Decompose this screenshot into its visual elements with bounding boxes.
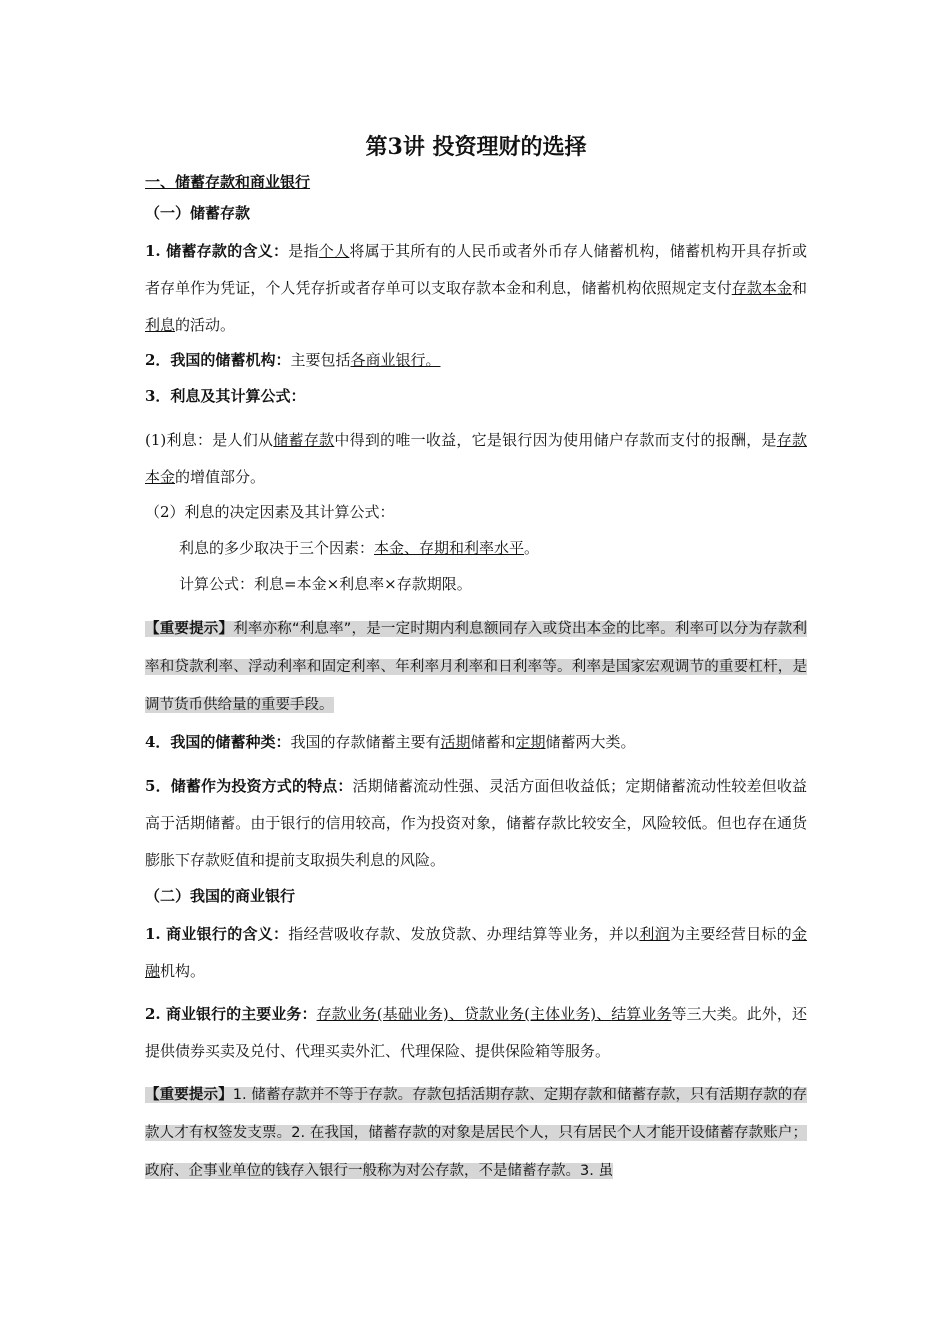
paragraph-bank-definition: 1. 商业银行的含义：指经营吸收存款、发放贷款、办理结算等业务，并以利润为主要经营目标的金融机构。 [145, 925, 807, 980]
section-heading-1 [145, 171, 807, 192]
paragraph-interest-definition: (1)利息：是人们从储蓄存款中得到的唯一收益，它是银行因为使用储户存款而支付的报酬，是存款本金的增值部分。 [145, 431, 807, 486]
important-tip-2: 【重要提示】1. 储蓄存款并不等于存款。存款包括活期存款、定期存款和储蓄存款，只有活期存款的存款人才有权签发支票。2. 在我国，储蓄存款的对象是居民个人，只有居民个人才能开设储蓄存款账户；政府、企事业单位的钱存入银行一般称为对公存款，不是储蓄存款。3. 虽 [145, 1086, 807, 1179]
paragraph-interest-factors: 利息的多少取决于三个因素：本金、存期和利率水平。 [179, 539, 540, 557]
paragraph-bank-business: 2. 商业银行的主要业务：存款业务(基础业务)、贷款业务(主体业务)、结算业务等三大类。此外，还提供债券买卖及兑付、代理买卖外汇、代理保险、提供保险箱等服务。 [145, 1005, 807, 1060]
paragraph-savings-features: 5．储蓄作为投资方式的特点：活期储蓄流动性强、灵活方面但收益低；定期储蓄流动性较差但收益高于活期储蓄。由于银行的信用较高，作为投资对象，储蓄存款比较安全，风险较低。但也存在通货膨胀下存款贬值和提前支取损失利息的风险。 [145, 777, 807, 869]
important-tip-1: 【重要提示】利率亦称“利息率”，是一定时期内利息额同存入或贷出本金的比率。利率可以分为存款利率和贷款利率、浮动利率和固定利率、年利率月利率和日利率等。利率是国家宏观调节的重要杠杆，是调节货币供给量的重要手段。 [145, 620, 807, 713]
paragraph-interest-heading: 3．利息及其计算公式： [145, 387, 306, 405]
paragraph-savings-types: 4．我国的储蓄种类：我国的存款储蓄主要有活期储蓄和定期储蓄两大类。 [145, 733, 636, 751]
document-body [145, 130, 807, 1198]
paragraph-savings-institutions: 2．我国的储蓄机构：主要包括各商业银行。 [145, 351, 441, 369]
subsection-heading-1: （一）储蓄存款 [145, 204, 251, 222]
tip-label: 【重要提示】 [145, 1086, 233, 1103]
paragraph-interest-factors-heading: （2）利息的决定因素及其计算公式： [145, 503, 395, 521]
paragraph-savings-definition: 1. 储蓄存款的含义：是指个人将属于其所有的人民币或者外币存人储蓄机构，储蓄机构开具存折或者存单作为凭证，个人凭存折或者存单可以支取存款本金和利息，储蓄机构依照规定支付存款本金和利息的活动。 [145, 242, 807, 334]
tip-label: 【重要提示】 [145, 620, 234, 637]
page-title: 第3讲 投资理财的选择 [365, 134, 587, 160]
paragraph-interest-formula: 计算公式：利息=本金×利息率×存款期限。 [179, 575, 472, 593]
subsection-heading-2: （二）我国的商业银行 [145, 887, 296, 905]
section-heading-1-text: 一、储蓄存款和商业银行 [145, 173, 311, 191]
